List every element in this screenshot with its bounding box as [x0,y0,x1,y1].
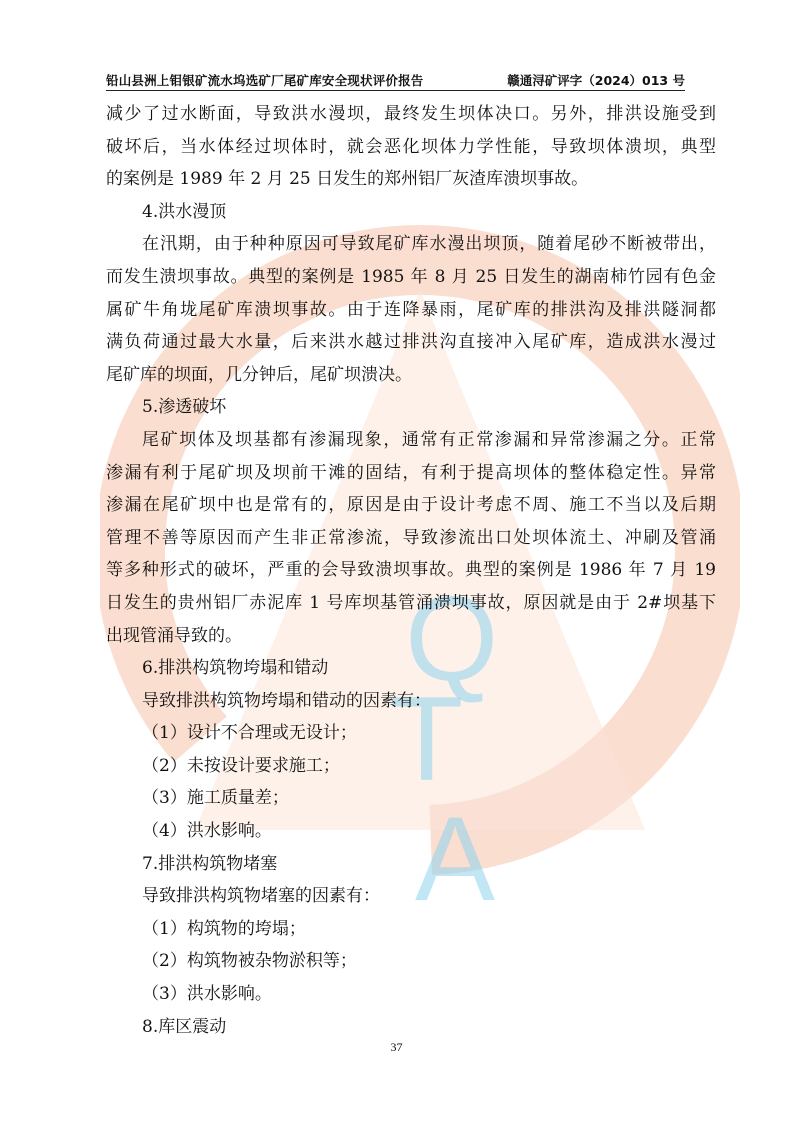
text-line: 等多种形式的破坏，严重的会导致溃坝事故。典型的案例是 1986 年 7 月 19 [106,560,716,581]
watermark-letter-a: A [415,792,496,926]
watermark-letter-t: T [390,672,464,806]
text-line: 属矿牛角垅尾矿库溃坝事故。由于连降暴雨，尾矿库的排洪沟及排洪隧洞都 [106,299,716,320]
text-line: 而发生溃坝事故。典型的案例是 1985 年 8 月 25 日发生的湖南柿竹园有色金 [106,266,716,287]
page-number: 37 [390,1040,403,1054]
list-item: （1）设计不合理或无设计； [142,723,357,744]
section-heading: 8.库区震动 [142,1016,227,1037]
section-heading: 6.排洪构筑物垮塌和错动 [142,658,329,679]
watermark-letter-q: Q [405,572,499,706]
text-line: 导致排洪构筑物垮塌和错动的因素有： [142,690,431,711]
text-line: 尾矿库的坝面，几分钟后，尾矿坝溃决。 [106,364,412,385]
report-number: 赣通浔矿评字（2024）013 号 [507,73,685,88]
text-line: 破坏后，当水体经过坝体时，就会恶化坝体力学性能，导致坝体溃坝，典型 [106,136,716,157]
list-item: （3）洪水影响。 [142,984,272,1005]
section-heading: 5.渗透破坏 [142,397,227,418]
text-line: 在汛期，由于种种原因可导致尾矿库水漫出坝顶，随着尾砂不断被带出， [142,234,716,255]
text-line: 满负荷通过最大水量，后来洪水越过排洪沟直接冲入尾矿库，造成洪水漫过 [106,332,716,353]
report-title: 铅山县洲上钼银矿流水坞选矿厂尾矿库安全现状评价报告 [106,73,424,88]
text-line: 的案例是 1989 年 2 月 25 日发生的郑州铝厂灰渣库溃坝事故。 [106,169,589,190]
text-line: 减少了过水断面，导致洪水漫坝，最终发生坝体决口。另外，排洪设施受到 [106,104,716,124]
section-heading: 7.排洪构筑物堵塞 [142,853,278,874]
text-line: 日发生的贵州铝厂赤泥库 1 号库坝基管涌溃坝事故，原因就是由于 2#坝基下 [106,592,716,613]
list-item: （3）施工质量差； [142,788,289,809]
text-line: 出现管涌导致的。 [106,625,242,646]
document-body [106,98,716,1043]
list-item: （2）构筑物被杂物淤积等； [142,951,357,972]
page-header [106,68,685,91]
list-item: （2）未按设计要求施工； [142,755,340,776]
text-line: 渗漏在尾矿坝中也是常有的，原因是由于设计考虑不周、施工不当以及后期 [106,495,716,516]
section-heading: 4.洪水漫顶 [142,201,227,222]
text-line: 尾矿坝体及坝基都有渗漏现象，通常有正常渗漏和异常渗漏之分。正常 [142,429,716,450]
list-item: （1）构筑物的垮塌； [142,918,306,939]
list-item: （4）洪水影响。 [142,821,272,842]
text-line: 管理不善等原因而产生非正常渗流，导致渗流出口处坝体流土、冲刷及管涌 [106,527,716,548]
text-line: 导致排洪构筑物堵塞的因素有： [142,886,380,907]
text-line: 渗漏有利于尾矿坝及坝前干滩的固结，有利于提高坝体的整体稳定性。异常 [106,462,716,483]
